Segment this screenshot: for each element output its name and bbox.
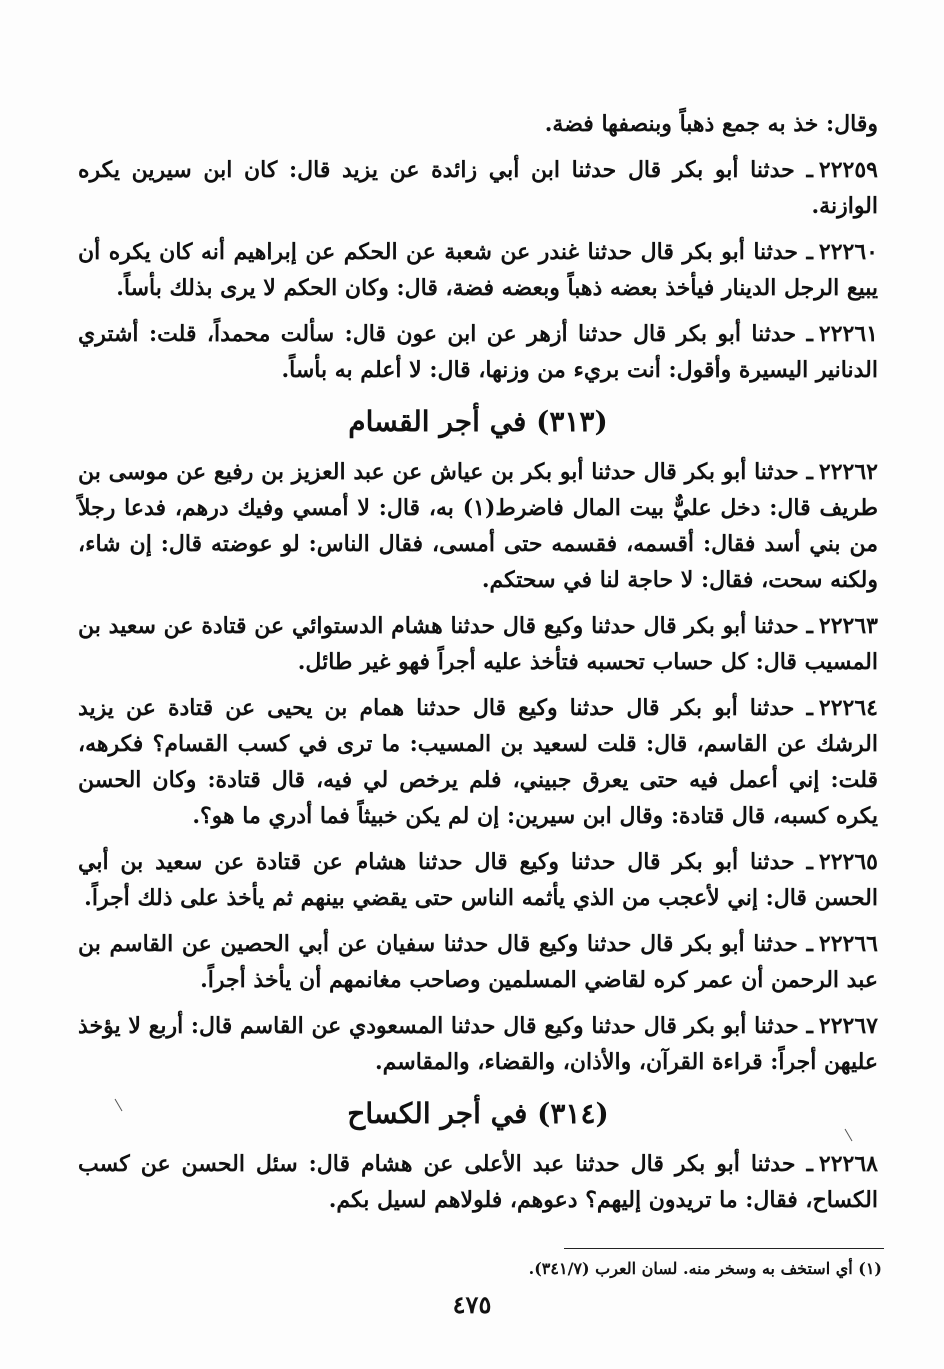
- hadith-text: ـ حدثنا أبو بكر قال حدثنا وكيع قال حدثنا هشام عن قتادة عن سعيد بن أبي الحسن قال: إني لأعجب من الذي يأثمه الناس حتى يقضي بينهم ثم يأخذ على ذلك أجراً.: [78, 849, 878, 911]
- paragraph-text: وقال: خذ به جمع ذهباً وبنصفها فضة.: [544, 111, 878, 137]
- hadith-text: ـ حدثنا أبو بكر قال حدثنا أبو بكر بن عياش عن عبد العزيز بن رفيع عن موسى بن طريف قال: دخل عليٌّ بيت المال فاضرط(١) به، قال: لا أمسي وفيك درهم، فدعا رجلاً من بني أسد فقال: أقسمه، فقسمه حتى أمسى، فقال الناس: لو عوضته قال: إن شاء، ولكنه سحت، فقال: لا حاجة لنا في سحتكم.: [78, 459, 879, 593]
- hadith-22264: [78, 690, 878, 834]
- hadith-number: ٢٢٢٦٨: [818, 1151, 878, 1177]
- hadith-text: ـ حدثنا أبو بكر قال حدثنا أزهر عن ابن عون قال: سألت محمداً، قلت: أشتري الدنانير اليسيرة وأقول: أنت بريء من وزنها، قال: لا أعلم به بأساً.: [78, 321, 878, 383]
- hadith-number: ٢٢٢٦٠: [818, 239, 878, 265]
- paragraph-continuation: [78, 106, 878, 142]
- hadith-22265: [78, 844, 878, 916]
- hadith-text: ـ حدثنا أبو بكر قال حدثنا غندر عن شعبة عن الحكم عن إبراهيم أنه كان يكره أن يبيع الرجل الدينار فيأخذ بعضه ذهباً وبعضه فضة، قال: وكان الحكم لا يرى بذلك بأساً.: [78, 239, 878, 301]
- hadith-number: ٢٢٢٦٣: [818, 613, 878, 639]
- hadith-number: ٢٢٢٦٦: [818, 931, 878, 957]
- page-number: ٤٧٥: [452, 1290, 492, 1319]
- hadith-number: ٢٢٢٦٤: [818, 695, 878, 721]
- hadith-22268: [78, 1146, 878, 1218]
- hadith-22260: [78, 234, 878, 306]
- hadith-22263: [78, 608, 878, 680]
- hadith-text: ـ حدثنا أبو بكر قال حدثنا وكيع قال حدثنا سفيان عن أبي الحصين عن القاسم بن عبد الرحمن أن عمر كره لقاضي المسلمين وصاحب مغانمهم أن يأخذ أجراً.: [78, 931, 878, 993]
- hadith-text: ـ حدثنا أبو بكر قال حدثنا عبد الأعلى عن هشام قال: سئل الحسن عن كسب الكساح، فقال: ما تريدون إليهم؟ دعوهم، فلولاهم لسيل بكم.: [78, 1151, 878, 1213]
- hadith-number: ٢٢٢٦٧: [818, 1013, 878, 1039]
- hadith-text: ـ حدثنا أبو بكر قال حدثنا وكيع قال حدثنا المسعودي عن القاسم قال: أربع لا يؤخذ عليهن أجراً: قراءة القرآن، والأذان، والقضاء، والمقاسم.: [78, 1013, 878, 1075]
- chapter-heading-314: (٣١٤) في أجر الكساح: [347, 1097, 609, 1130]
- hadith-22259: [78, 152, 878, 224]
- hadith-22266: [78, 926, 878, 998]
- footnote: (١) أي استخف به وسخر منه. لسان العرب (٣٤١/٧).: [528, 1259, 882, 1278]
- hadith-text: ـ حدثنا أبو بكر قال حدثنا وكيع قال حدثنا همام بن يحيى عن قتادة عن يزيد الرشك عن القاسم، قال: قلت لسعيد بن المسيب: ما ترى في كسب القسام؟ فكرهه، قلت: إني أعمل فيه حتى يعرق جبيني، فلم يرخص لي فيه، قال قتادة: وكان الحسن يكره كسبه، قال قتادة: وقال ابن سيرين: إن لم يكن خبيثاً فما أدري ما هو؟.: [78, 695, 878, 829]
- hadith-22267: [78, 1008, 878, 1080]
- hadith-number: ٢٢٢٦١: [818, 321, 878, 347]
- hadith-number: ٢٢٢٥٩: [818, 157, 878, 183]
- hadith-22261: [78, 316, 878, 388]
- footnote-divider: [564, 1248, 884, 1249]
- hadith-22262: [78, 454, 878, 598]
- hadith-text: ـ حدثنا أبو بكر قال حدثنا وكيع قال حدثنا هشام الدستوائي عن قتادة عن سعيد بن المسيب قال: كل حساب تحسبه فتأخذ عليه أجراً فهو غير طائل.: [78, 613, 878, 675]
- hadith-number: ٢٢٢٦٢: [818, 459, 878, 485]
- hadith-text: ـ حدثنا أبو بكر قال حدثنا ابن أبي زائدة عن يزيد قال: كان ابن سيرين يكره الوازنة.: [78, 157, 878, 219]
- hadith-number: ٢٢٢٦٥: [818, 849, 878, 875]
- main-text: [78, 106, 878, 1228]
- chapter-heading-313: (٣١٣) في أجر القسام: [348, 405, 608, 438]
